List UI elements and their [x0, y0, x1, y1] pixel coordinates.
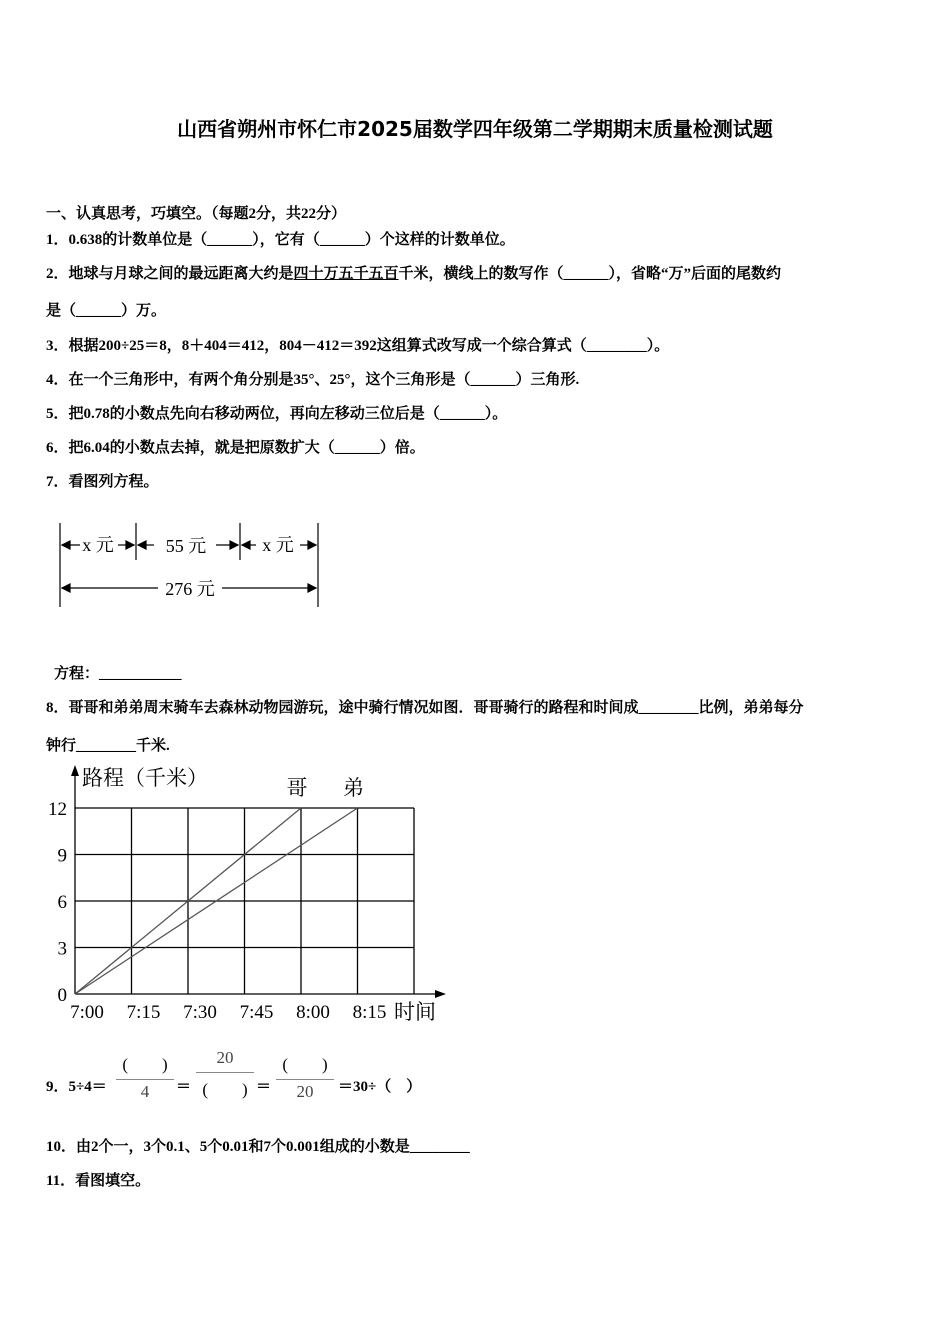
seg1-label: x 元 — [82, 535, 114, 555]
y-tick-label: 12 — [48, 799, 67, 820]
question-10: 10．由2个一，3个0.1、5个0.01和7个0.001组成的小数是________ — [46, 1139, 470, 1155]
x-tick-label: 7:00 — [70, 1002, 104, 1023]
y-tick-label: 6 — [57, 892, 67, 913]
fraction-2 — [196, 1048, 254, 1100]
page-title: 山西省朔州市怀仁市2025届数学四年级第二学期期末质量检测试题 — [177, 117, 773, 141]
question-3: 3．根据200÷25＝8，8＋404＝412，804－412＝392这组算式改写成一个综合算式（________）。 — [46, 338, 670, 354]
f2-numerator: 20 — [216, 1048, 234, 1067]
total-label: 276 元 — [165, 579, 215, 599]
y-axis-label: 路程（千米） — [82, 766, 208, 790]
q9-eq2: ＝ — [256, 1079, 272, 1095]
question-8-cont: 钟行________千米. — [46, 738, 170, 754]
question-2-cont: 是（______）万。 — [46, 303, 167, 319]
f1-numerator: ( ) — [122, 1055, 168, 1074]
q2-text-b: 千米，横线上的数写作（______），省略“万”后面的尾数约 — [398, 266, 782, 282]
fraction-3 — [276, 1050, 334, 1102]
x-tick-label: 7:30 — [183, 1002, 217, 1023]
x-tick-label: 7:45 — [239, 1002, 274, 1023]
q9-suffix: ＝30÷（ ） — [338, 1079, 422, 1095]
series-label: 弟 — [343, 776, 364, 800]
series-label: 哥 — [286, 776, 308, 800]
y-tick-label: 3 — [57, 938, 67, 960]
q2-underlined: 四十万五千五百 — [293, 266, 399, 282]
f3-denominator: 20 — [276, 1079, 334, 1102]
seg3-label: x 元 — [262, 535, 294, 555]
question-5: 5．把0.78的小数点先向右移动两位，再向左移动三位后是（______）。 — [46, 406, 508, 422]
question-4: 4．在一个三角形中，有两个角分别是35°、25°，这个三角形是（______）三角形. — [46, 372, 580, 388]
seg2-label: 55 元 — [165, 536, 207, 556]
question-6: 6．把6.04的小数点去掉，就是把原数扩大（______）倍。 — [46, 440, 425, 456]
f3-numerator: ( ) — [282, 1055, 328, 1074]
question-1: 1．0.638的计数单位是（______），它有（______）个这样的计数单位。 — [46, 232, 515, 248]
q9-eq1: ＝ — [176, 1079, 192, 1095]
x-axis-label: 时间 — [394, 1000, 436, 1024]
q2-text-a: 2．地球与月球之间的最远距离大约是 — [46, 266, 294, 282]
question-7: 7．看图列方程。 — [46, 474, 159, 490]
f2-denominator: ( ) — [196, 1072, 254, 1100]
x-tick-label: 7:15 — [126, 1002, 161, 1023]
x-tick-label: 8:00 — [296, 1002, 330, 1023]
question-8: 8．哥哥和弟弟周末骑车去森林动物园游玩，途中骑行情况如图．哥哥骑行的路程和时间成________比例，弟弟每分 — [46, 700, 804, 716]
q7-answer: 方程：___________ — [54, 666, 182, 682]
x-axis-arrow — [435, 990, 446, 998]
x-tick-label: 8:15 — [352, 1002, 387, 1023]
fraction-1 — [116, 1050, 174, 1102]
question-11: 11．看图填空。 — [46, 1173, 151, 1189]
y-axis-arrow — [71, 765, 79, 776]
section-heading: 一、认真思考，巧填空。（每题2分，共22分） — [46, 206, 347, 222]
f1-denominator: 4 — [116, 1079, 174, 1102]
y-tick-label: 9 — [57, 845, 67, 867]
q9-prefix: 9．5÷4＝ — [46, 1079, 107, 1095]
y-tick-label: 0 — [57, 985, 67, 1006]
